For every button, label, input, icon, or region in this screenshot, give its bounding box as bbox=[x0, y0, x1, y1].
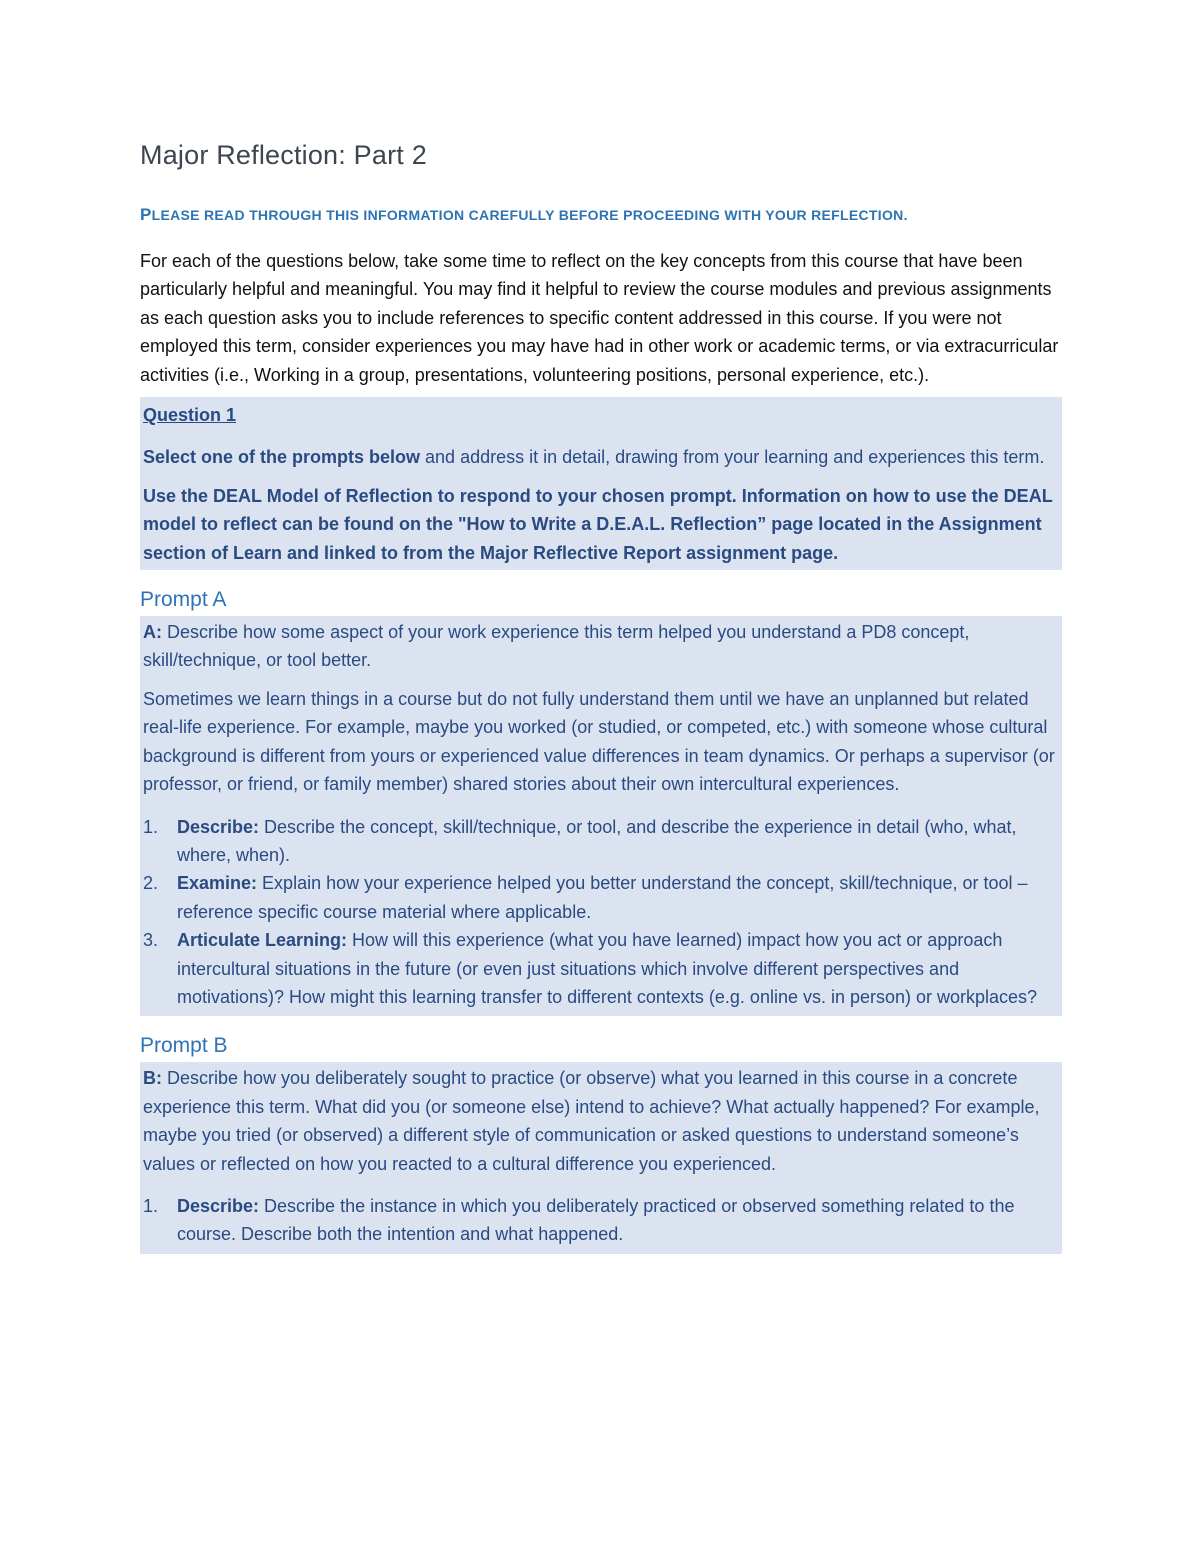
question-1-box bbox=[140, 397, 1062, 570]
list-number: 1. bbox=[143, 816, 159, 837]
prompt-a-paragraph: Sometimes we learn things in a course but do not fully understand them until we have an unplanned but related real-life experience. For example, maybe you worked (or studied, or competed, etc.) with someone whose cultural background is different from yours or experienced value differences in team dynamics. Or perhaps a supervisor (or professor, or friend, or family member) shared stories about their own intercultural experiences. bbox=[143, 688, 1055, 795]
document-content bbox=[140, 140, 1062, 1254]
list-number: 1. bbox=[143, 1195, 159, 1216]
subheading-rest: LEASE READ THROUGH THIS INFORMATION CAREFULLY BEFORE PROCEEDING WITH YOUR REFLECTION. bbox=[151, 207, 908, 223]
prompt-a-list bbox=[143, 813, 1059, 1012]
prompt-b-text: Describe how you deliberately sought to practice (or observe) what you learned in this course in a concrete experience this term. What did you (or someone else) intend to achieve? What actually happened? For example, maybe you tried (or observed) a different style of communication or asked questions to understand someone’s values or reflected on how you reacted to a cultural difference you experienced. bbox=[143, 1068, 1040, 1174]
question-1-select-text bbox=[143, 443, 1059, 471]
list-label: Examine: bbox=[177, 873, 258, 894]
list-item bbox=[143, 926, 1059, 1011]
prompt-b-box bbox=[140, 1062, 1062, 1253]
list-number: 3. bbox=[143, 930, 159, 951]
list-text: Describe the concept, skill/technique, or tool, and describe the experience in detail (who, what, where, when). bbox=[177, 816, 1017, 865]
deal-instruction: Use the DEAL Model of Reflection to respond to your chosen prompt. Information on how to use the DEAL model to reflect can be found on the "How to Write a D.E.A.L. Reflection” page located in the Assignment section of Learn and linked to from the Major Reflective Report assignment page. bbox=[143, 485, 1053, 563]
list-text: How will this experience (what you have learned) impact how you act or approach intercultural situations in the future (or even just situations which involve different perspectives and motivations)? How might this learning transfer to different contexts (e.g. online vs. in person) or workplaces? bbox=[177, 930, 1038, 1007]
prompt-b-label: B: bbox=[143, 1068, 162, 1089]
select-rest-text: and address it in detail, drawing from your learning and experiences this term. bbox=[420, 447, 1045, 468]
intro-paragraph: For each of the questions below, take some time to reflect on the key concepts from this course that have been particularly helpful and meaningful. You may find it helpful to review the course modules and previous assignments as each question asks you to include references to specific content addressed in this course. If you were not employed this term, consider experiences you may have had in other work or academic terms, or via extracurricular activities (i.e., Working in a group, presentations, volunteering positions, personal experience, etc.). bbox=[140, 251, 1059, 385]
list-label: Articulate Learning: bbox=[177, 930, 348, 951]
prompt-b-heading: Prompt B bbox=[140, 1034, 228, 1058]
subheading-first-letter: P bbox=[140, 205, 152, 224]
question-1-title: Question 1 bbox=[143, 405, 237, 426]
list-text: Explain how your experience helped you better understand the concept, skill/technique, or tool – reference specific course material where applicable. bbox=[177, 873, 1028, 922]
prompt-a-description bbox=[143, 618, 1059, 675]
list-text: Describe the instance in which you deliberately practiced or observed something related to the course. Describe both the intention and what happened. bbox=[177, 1195, 1015, 1245]
prompt-a-box bbox=[140, 616, 1062, 1016]
list-item bbox=[143, 813, 1059, 870]
page-title: Major Reflection: Part 2 bbox=[140, 140, 427, 170]
prompt-a-heading: Prompt A bbox=[140, 588, 227, 612]
select-bold-text: Select one of the prompts below bbox=[143, 447, 421, 468]
instruction-subheading bbox=[140, 205, 1062, 225]
prompt-b-list bbox=[143, 1192, 1059, 1249]
list-item bbox=[143, 1192, 1059, 1249]
list-label: Describe: bbox=[177, 816, 260, 837]
prompt-b-description bbox=[143, 1064, 1059, 1178]
list-item bbox=[143, 869, 1059, 926]
prompt-a-text: Describe how some aspect of your work experience this term helped you understand a PD8 concept, skill/technique, or tool better. bbox=[143, 622, 970, 671]
prompt-a-label: A: bbox=[143, 622, 162, 643]
list-number: 2. bbox=[143, 873, 159, 894]
list-label: Describe: bbox=[177, 1195, 260, 1216]
